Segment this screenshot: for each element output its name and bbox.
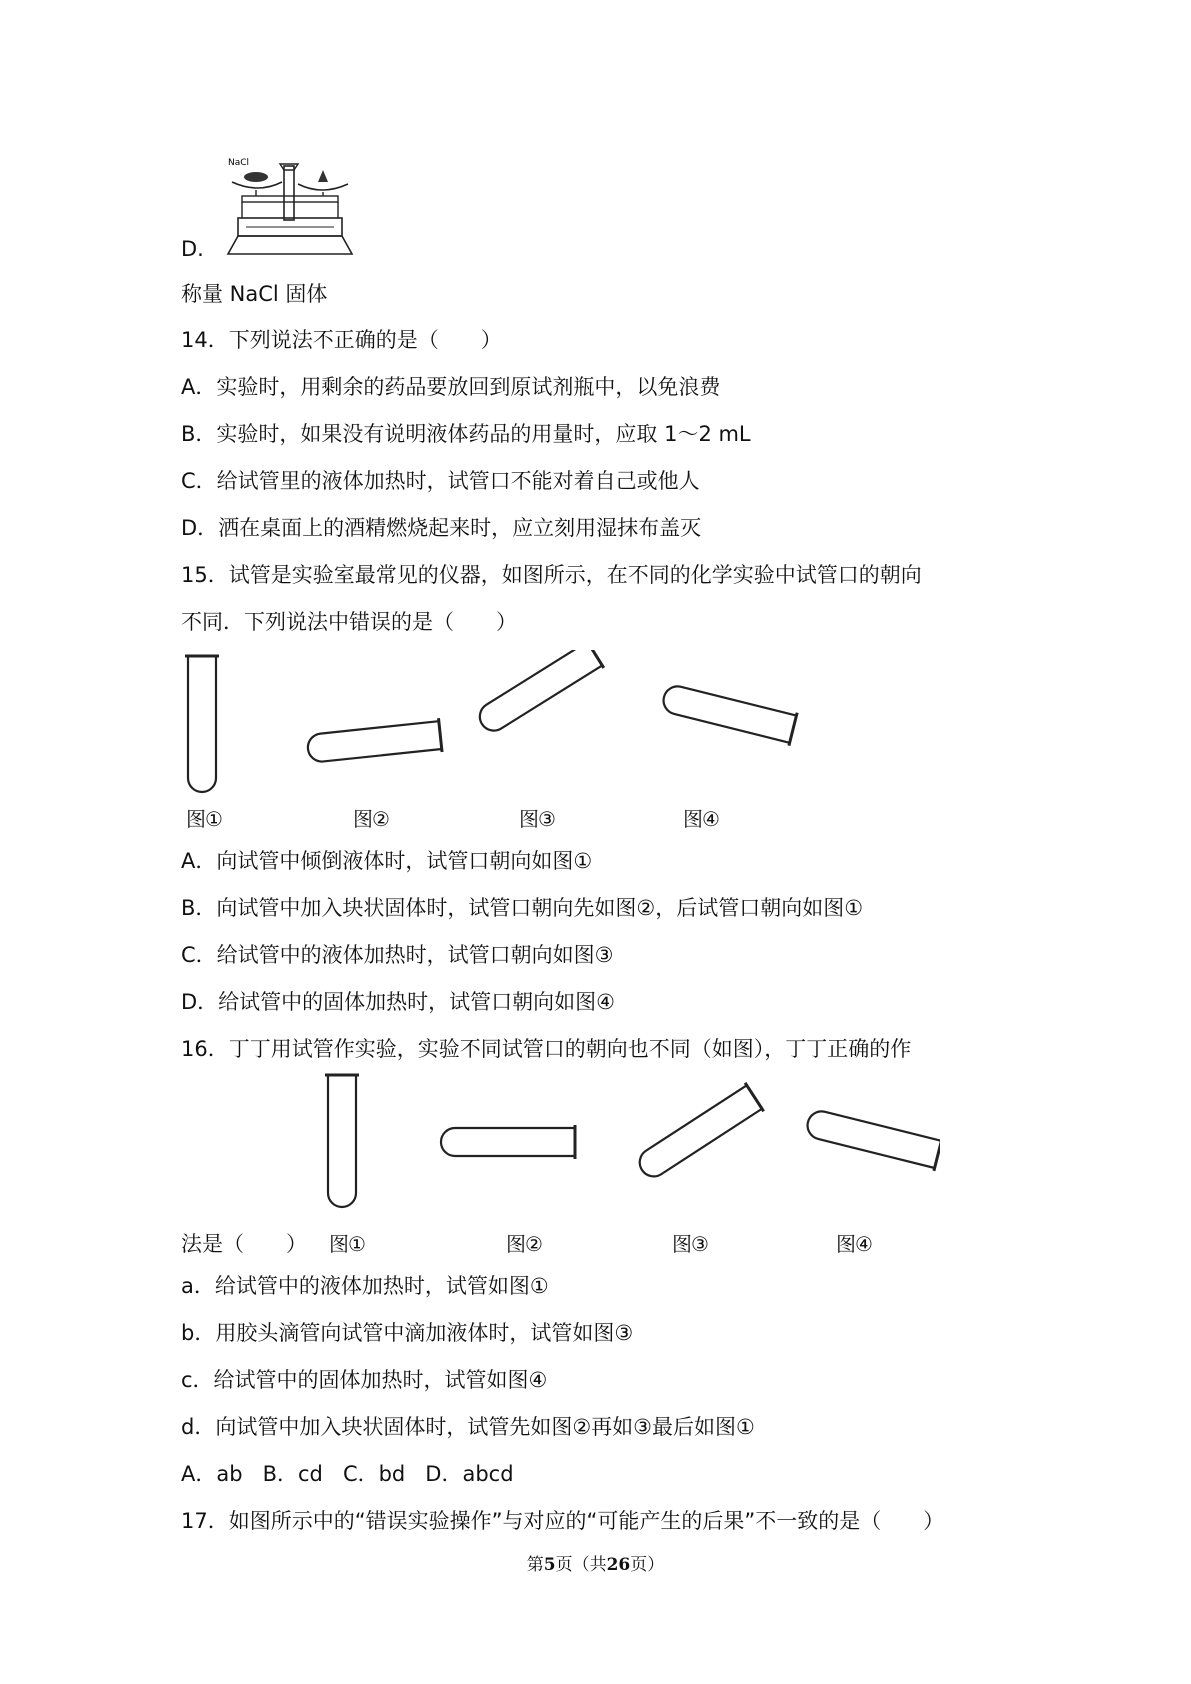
q13-option-d-letter: D. [181, 237, 204, 261]
q15-test-tubes [180, 650, 820, 800]
q17-stem: 17．如图所示中的“错误实验操作”与对应的“可能产生的后果”不一致的是（ ） [181, 1509, 945, 1533]
q15-figure-label-2: 图② [353, 807, 389, 831]
balance-figure [224, 156, 356, 258]
q16-figure-label-1: 图① [329, 1232, 365, 1256]
q14-option-a: A．实验时，用剩余的药品要放回到原试剂瓶中，以免浪费 [181, 375, 721, 399]
q16-test-tubes [320, 1070, 940, 1210]
q16-tube-1 [325, 1075, 359, 1207]
q15-figure-label-4: 图④ [683, 807, 719, 831]
q15-option-a: A．向试管中倾倒液体时，试管口朝向如图① [181, 849, 593, 873]
q16-statement-b: b．用胶头滴管向试管中滴加液体时，试管如图③ [181, 1321, 634, 1345]
q14-stem: 14．下列说法不正确的是（ ） [181, 328, 502, 352]
q16-figure-label-3: 图③ [672, 1232, 708, 1256]
q15-figure-label-3: 图③ [519, 807, 555, 831]
q14-option-c: C．给试管里的液体加热时，试管口不能对着自己或他人 [181, 469, 700, 493]
balance-illustration [224, 156, 356, 258]
q15-option-b: B．向试管中加入块状固体时，试管口朝向先如图②，后试管口朝向如图① [181, 896, 864, 920]
q15-tube-1 [185, 656, 219, 792]
q16-statement-d: d．向试管中加入块状固体时，试管先如图②再如③最后如图① [181, 1415, 755, 1439]
footer-prefix: 第 [526, 1555, 544, 1575]
q16-option-a: A．ab [181, 1462, 243, 1486]
footer-page-number: 5 [543, 1555, 556, 1575]
footer-suffix: 页） [630, 1555, 665, 1575]
q15-test-tubes-figure [180, 650, 820, 800]
q15-stem-line2: 不同．下列说法中错误的是（ ） [181, 610, 517, 634]
q16-statement-a: a．给试管中的液体加热时，试管如图① [181, 1274, 549, 1298]
q14-option-d: D．洒在桌面上的酒精燃烧起来时，应立刻用湿抹布盖灭 [181, 516, 702, 540]
q16-figure-label-4: 图④ [836, 1232, 872, 1256]
q15-tube-3 [473, 650, 604, 738]
q15-tube-2 [306, 718, 442, 766]
footer-middle: 页（共 [555, 1555, 607, 1575]
q16-stem-line1: 16．丁丁用试管作实验，实验不同试管口的朝向也不同（如图），丁丁正确的作 [181, 1037, 912, 1061]
q15-tube-4 [660, 681, 797, 746]
q15-option-c: C．给试管中的液体加热时，试管口朝向如图③ [181, 943, 614, 967]
q16-option-d: D．abcd [425, 1462, 514, 1486]
q16-stem-line2: 法是（ ） [181, 1232, 307, 1256]
page-footer [0, 1550, 1191, 1575]
q14-option-b: B．实验时，如果没有说明液体药品的用量时，应取 1～2 mL [181, 422, 751, 446]
balance-nacl-tag: NaCl [228, 158, 250, 168]
q15-option-d: D．给试管中的固体加热时，试管口朝向如图④ [181, 990, 615, 1014]
q16-test-tubes-figure [320, 1070, 940, 1210]
q16-option-c: C．bd [342, 1462, 406, 1486]
q16-tube-2 [441, 1125, 575, 1159]
q16-tube-3 [633, 1083, 764, 1184]
q16-tube-4 [804, 1106, 940, 1171]
q13-option-d-caption: 称量 NaCl 固体 [181, 282, 328, 306]
q15-figure-label-1: 图① [186, 807, 222, 831]
footer-total-pages: 26 [606, 1555, 631, 1575]
q16-figure-label-2: 图② [506, 1232, 542, 1256]
q16-options [181, 1460, 514, 1488]
q16-statement-c: c．给试管中的固体加热时，试管如图④ [181, 1368, 548, 1392]
q16-option-b: B．cd [262, 1462, 323, 1486]
q15-stem-line1: 15．试管是实验室最常见的仪器，如图所示，在不同的化学实验中试管口的朝向 [181, 563, 922, 587]
